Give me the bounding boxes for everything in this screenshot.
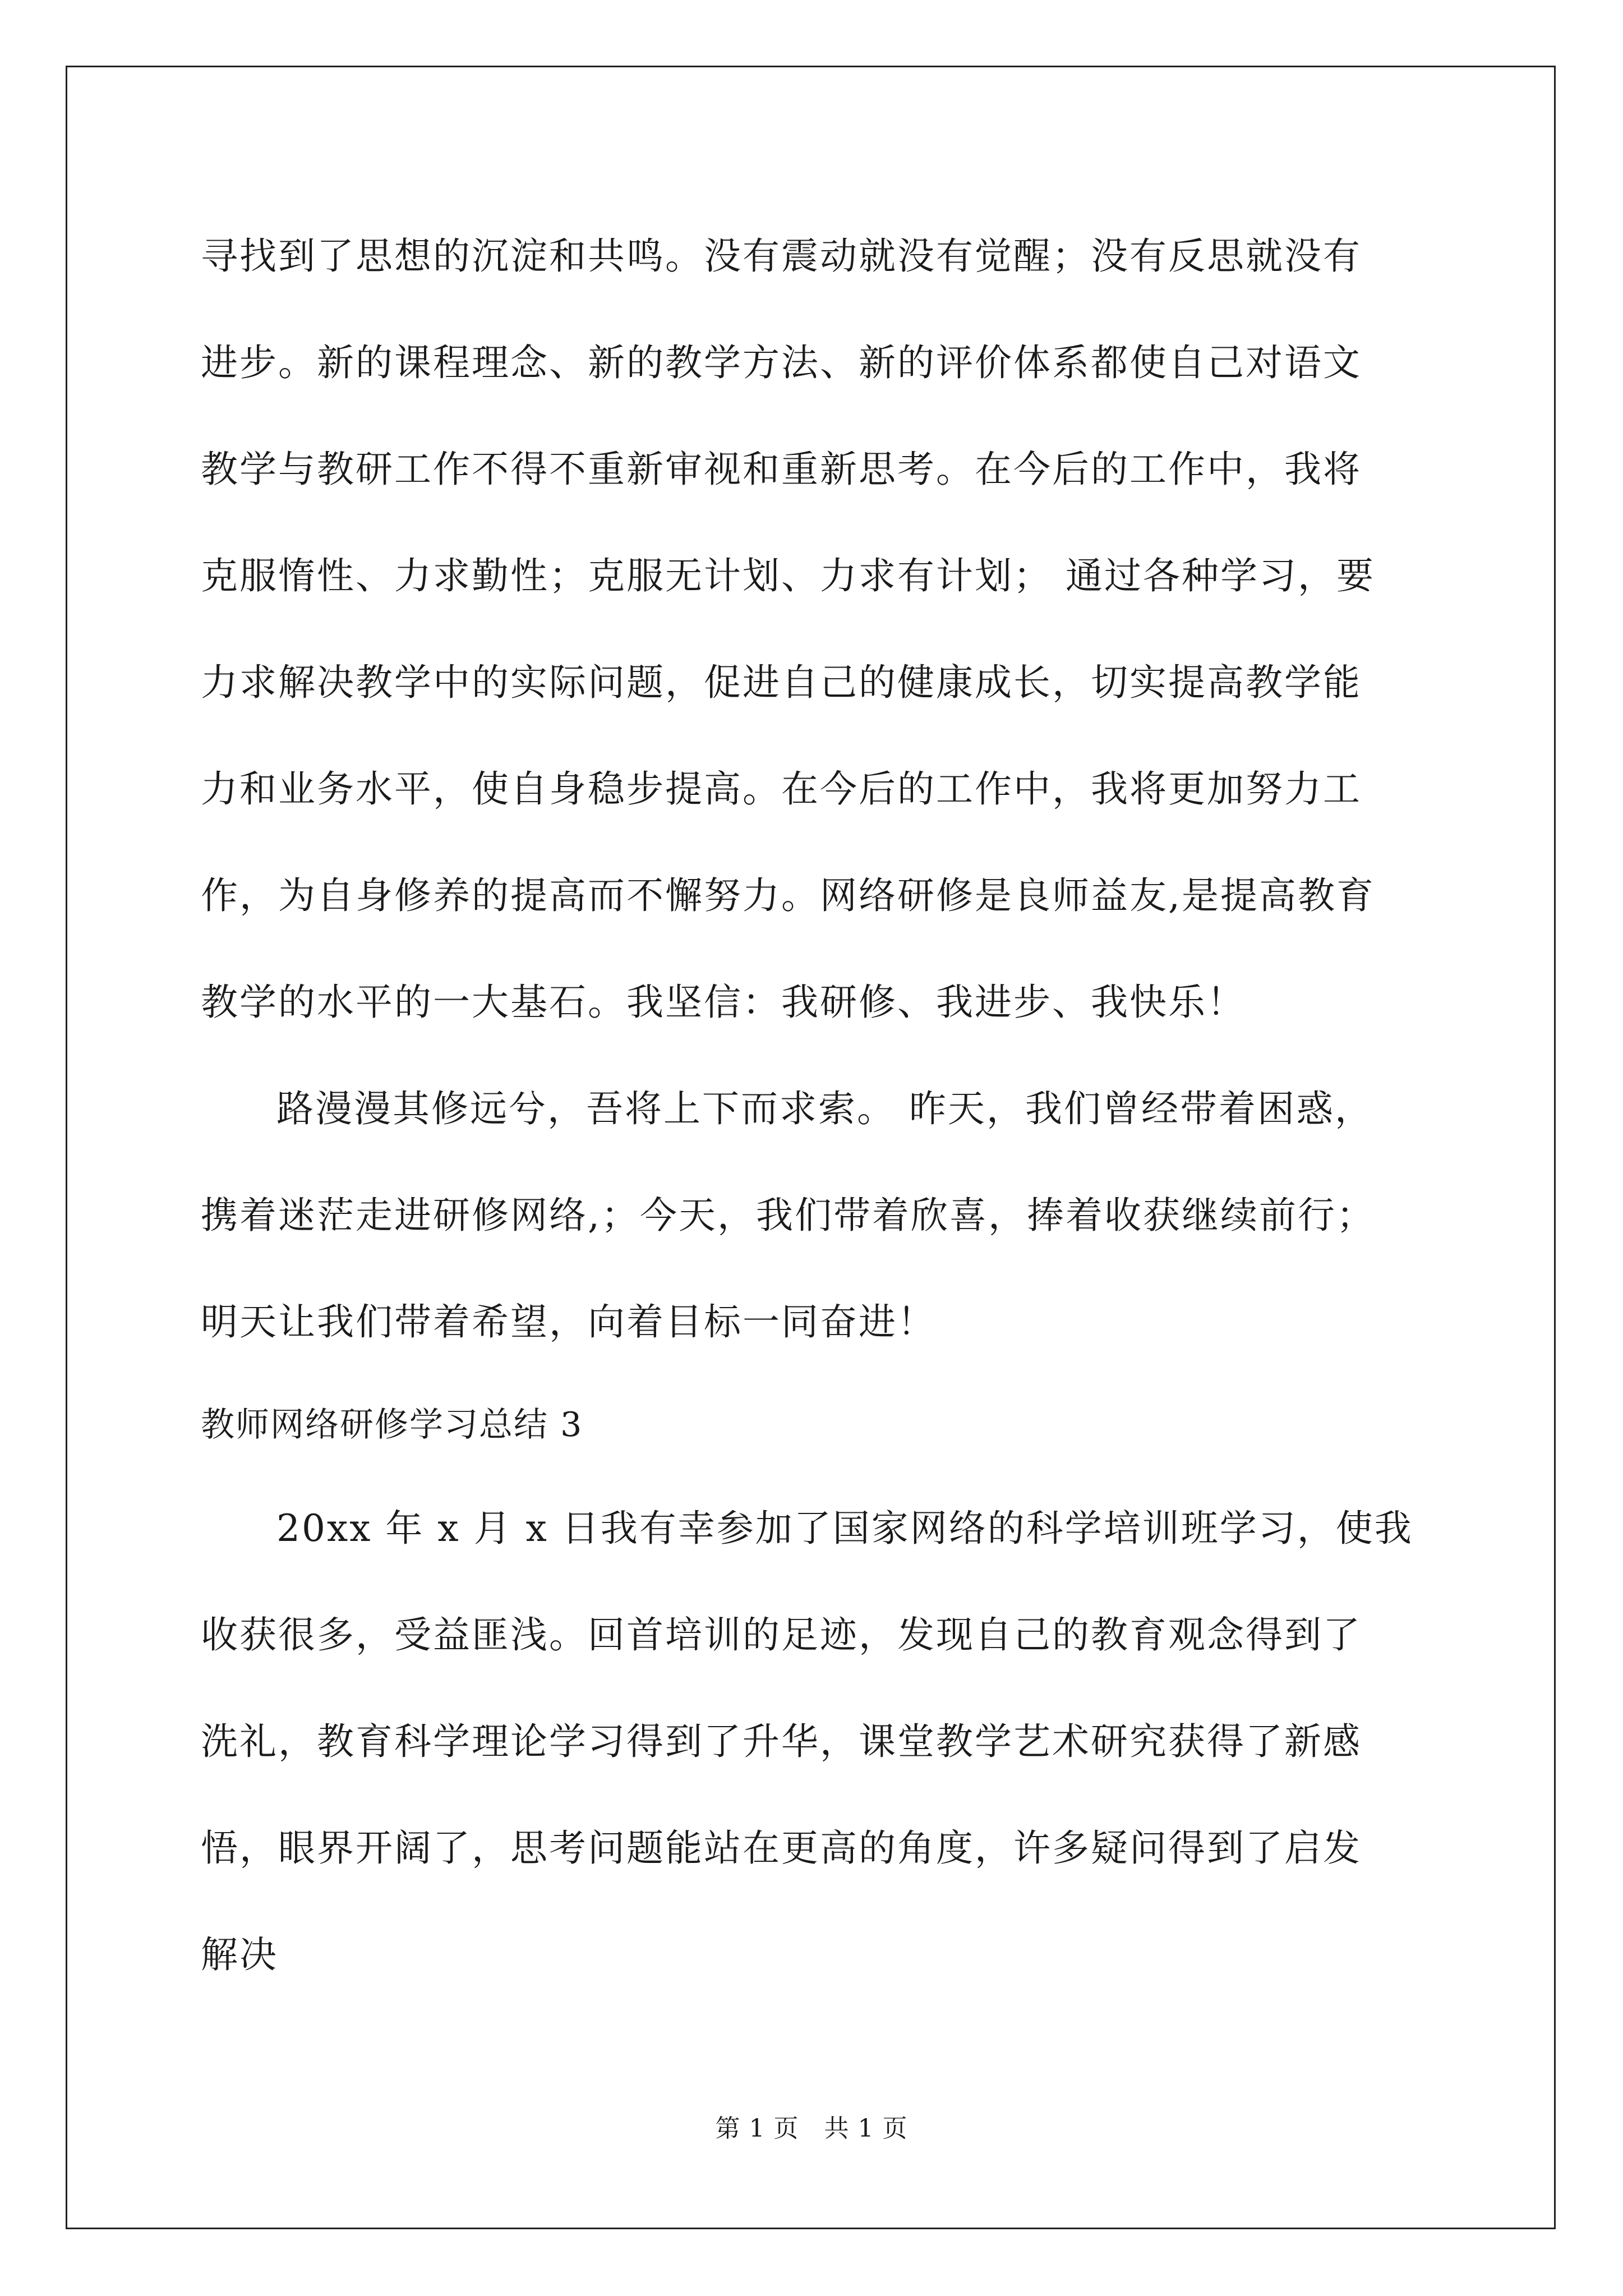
body-text-line: 克服惰性、力求勤性；克服无计划、力求有计划； 通过各种学习，要	[201, 554, 1375, 597]
body-text-line: 寻找到了思想的沉淀和共鸣。没有震动就没有觉醒；没有反思就没有	[201, 234, 1362, 278]
body-text-line: 收获很多，受益匪浅。回首培训的足迹，发现自己的教育观念得到了	[201, 1613, 1362, 1657]
body-text-line: 力和业务水平，使自身稳步提高。在今后的工作中，我将更加努力工	[201, 767, 1362, 811]
body-text-line: 作，为自身修养的提高而不懈努力。网络研修是良师益友,是提高教育	[201, 874, 1375, 917]
body-text-line: 路漫漫其修远兮，吾将上下而求索。 昨天，我们曾经带着困惑，	[276, 1087, 1373, 1130]
body-text-line: 解决	[201, 1933, 278, 1976]
body-text-line: 悟，眼界开阔了，思考问题能站在更高的角度，许多疑问得到了启发	[201, 1826, 1362, 1870]
page-border	[66, 66, 1556, 2229]
body-text-line: 教学与教研工作不得不重新审视和重新思考。在今后的工作中，我将	[201, 448, 1362, 491]
body-text-line: 洗礼，教育科学理论学习得到了升华，课堂教学艺术研究获得了新感	[201, 1720, 1362, 1763]
body-text-line: 进步。新的课程理念、新的教学方法、新的评价体系都使自己对语文	[201, 341, 1362, 384]
body-text-line: 20xx 年 x 月 x 日我有幸参加了国家网络的科学培训班学习，使我	[276, 1507, 1413, 1550]
body-text-line: 教学的水平的一大基石。我坚信：我研修、我进步、我快乐！	[201, 981, 1246, 1024]
body-text-line: 力求解决教学中的实际问题，促进自己的健康成长，切实提高教学能	[201, 661, 1362, 704]
section-heading: 教师网络研修学习总结 3	[201, 1405, 583, 1444]
body-text-line: 明天让我们带着希望，向着目标一同奋进！	[201, 1300, 936, 1343]
page-number-footer: 第 1 页 共 1 页	[715, 2114, 908, 2143]
body-text-line: 携着迷茫走进研修网络,；今天，我们带着欣喜，捧着收获继续前行；	[201, 1194, 1375, 1237]
